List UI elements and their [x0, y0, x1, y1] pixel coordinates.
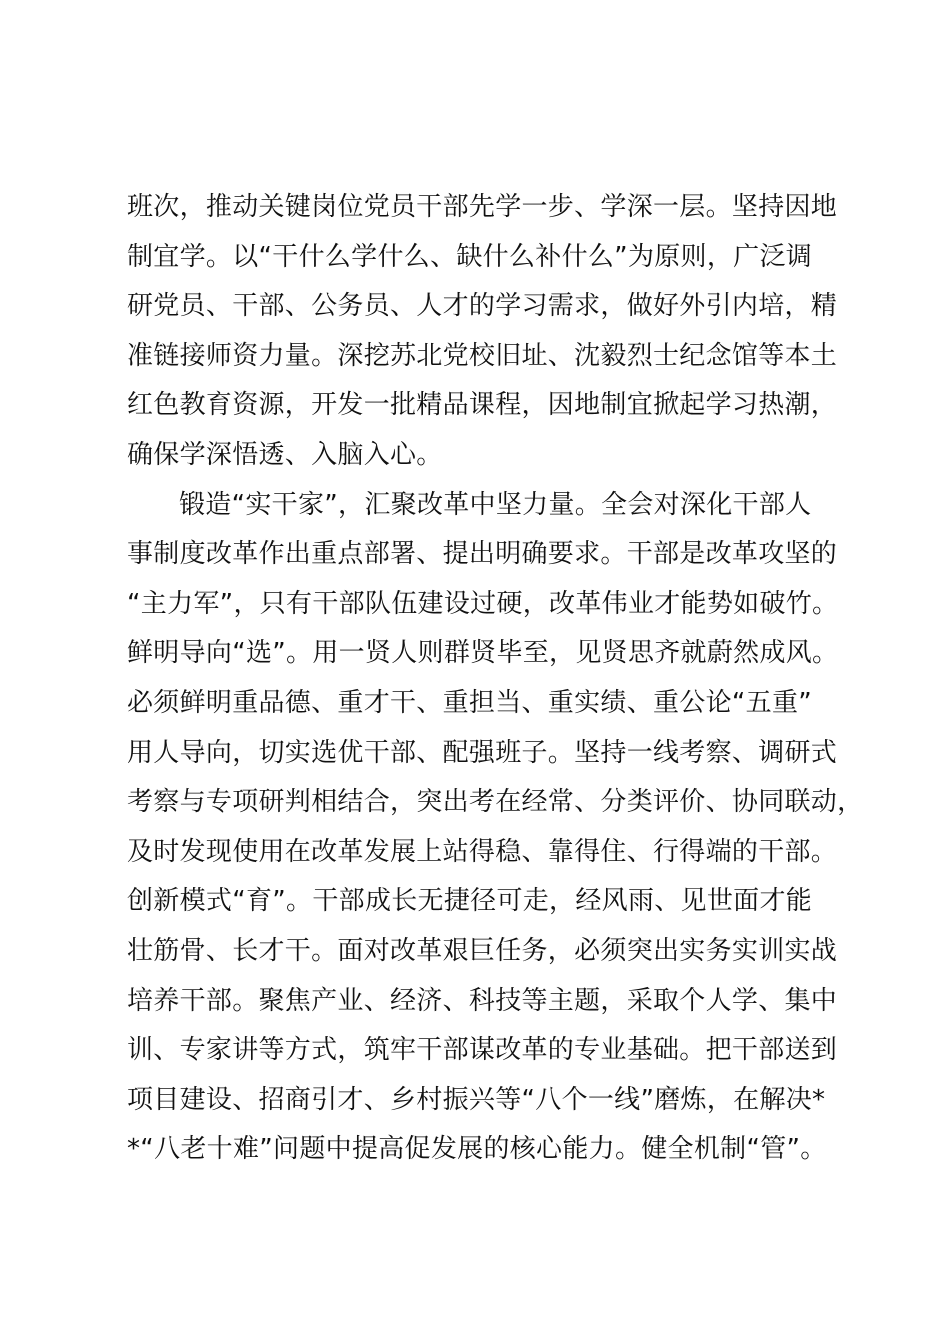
text-line: *“八老十难”问题中提高促发展的核心能力。健全机制“管”。	[127, 1134, 827, 1165]
text-line: 确保学深悟透、入脑入心。	[127, 439, 443, 470]
text-line: 鲜明导向“选”。用一贤人则群贤毕至，见贤思齐就蔚然成风。	[127, 638, 839, 669]
text-line: 准链接师资力量。深挖苏北党校旧址、沈毅烈士纪念馆等本土	[127, 340, 838, 371]
paragraph-start-line: 锻造“实干家”，汇聚改革中坚力量。全会对深化干部人	[179, 489, 812, 520]
text-line: 训、专家讲等方式，筑牢干部谋改革的专业基础。把干部送到	[127, 1035, 838, 1066]
text-line: 必须鲜明重品德、重才干、重担当、重实绩、重公论“五重”	[127, 687, 813, 718]
text-line: 考察与专项研判相结合，突出考在经常、分类评价、协同联动，	[127, 787, 864, 818]
text-line: 班次，推动关键岗位党员干部先学一步、学深一层。坚持因地	[127, 192, 838, 222]
text-line: 壮筋骨、长才干。面对改革艰巨任务，必须突出实务实训实战	[127, 935, 838, 966]
text-line: 研党员、干部、公务员、人才的学习需求，做好外引内培，精	[127, 291, 838, 322]
text-line: 及时发现使用在改革发展上站得稳、靠得住、行得端的干部。	[127, 836, 838, 867]
text-line: 用人导向，切实选优干部、配强班子。坚持一线考察、调研式	[127, 737, 838, 768]
text-line: 培养干部。聚焦产业、经济、科技等主题，采取个人学、集中	[127, 985, 838, 1016]
text-line: 创新模式“育”。干部成长无捷径可走，经风雨、见世面才能	[127, 886, 813, 917]
text-line: 项目建设、招商引才、乡村振兴等“八个一线”磨炼，在解决*	[127, 1084, 826, 1115]
body-text	[127, 183, 867, 1175]
text-line: “主力军”，只有干部队伍建设过硬，改革伟业才能势如破竹。	[127, 588, 839, 619]
text-line: 事制度改革作出重点部署、提出明确要求。干部是改革攻坚的	[127, 539, 838, 570]
text-line: 红色教育资源，开发一批精品课程，因地制宜掀起学习热潮，	[127, 390, 838, 421]
text-line: 制宜学。以“干什么学什么、缺什么补什么”为原则，广泛调	[127, 241, 813, 272]
